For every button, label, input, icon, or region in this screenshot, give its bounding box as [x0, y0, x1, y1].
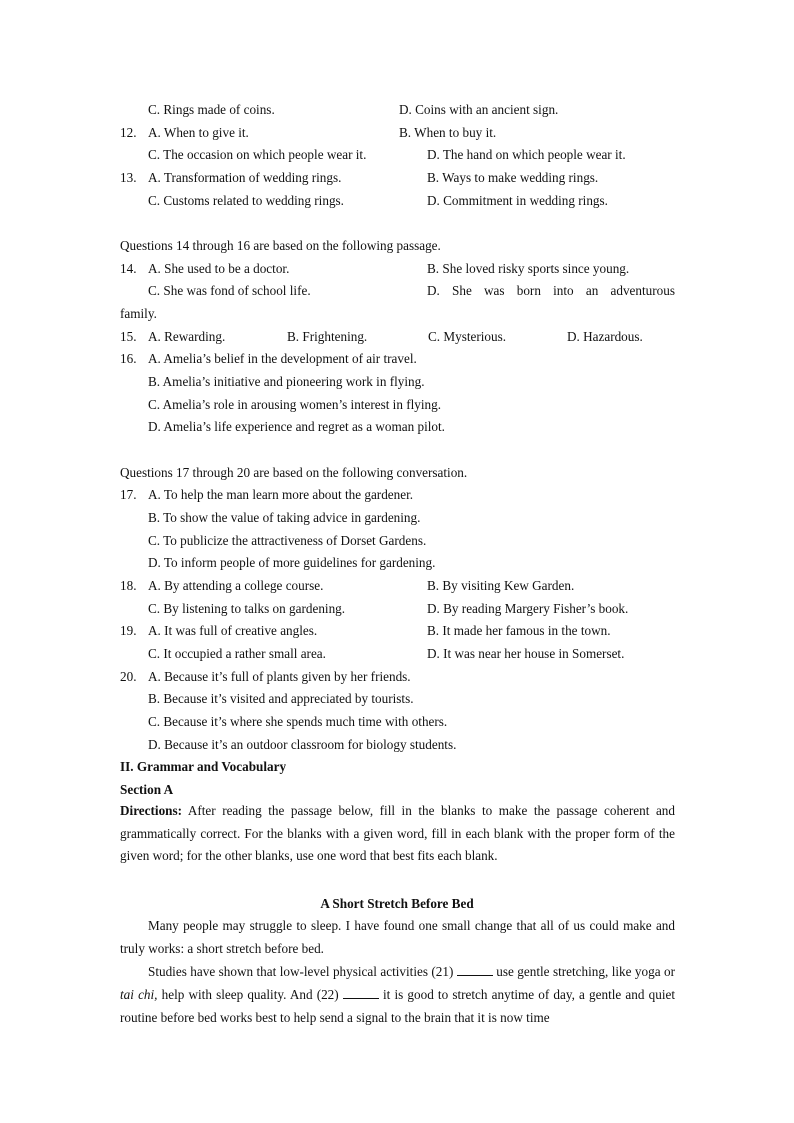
q14-option-d-word: She [452, 283, 472, 298]
passage-paragraph-2 [120, 960, 675, 1029]
q12-option-b: B. When to buy it. [399, 125, 497, 140]
q17-number: 17. [120, 487, 137, 502]
para2-text: Studies have shown that low-level physical activities (21) [148, 964, 457, 979]
q16-option-c: C. Amelia’s role in arousing women’s interest in flying. [148, 397, 442, 412]
para2-text: help with sleep quality. And (22) [157, 987, 343, 1002]
q17-option-d: D. To inform people of more guidelines for gardening. [148, 555, 436, 570]
q13-option-d: D. Commitment in wedding rings. [427, 193, 608, 208]
directions-paragraph [120, 800, 675, 868]
q19-number: 19. [120, 623, 137, 638]
passage-paragraph-1: Many people may struggle to sleep. I have found one small change that all of us could make and truly works: a short stretch before bed. [120, 918, 675, 956]
q14-option-d-word: an [585, 283, 599, 298]
q18-option-c: C. By listening to talks on gardening. [148, 601, 346, 616]
q19-option-a: A. It was full of creative angles. [148, 623, 318, 638]
q12-number: 12. [120, 125, 137, 140]
q19-option-b: B. It made her famous in the town. [427, 623, 611, 638]
q13-option-a: A. Transformation of wedding rings. [148, 170, 342, 185]
q13-option-c: C. Customs related to wedding rings. [148, 193, 344, 208]
q15-number: 15. [120, 329, 137, 344]
q16-option-b: B. Amelia’s initiative and pioneering work in flying. [148, 374, 425, 389]
q16-option-d: D. Amelia’s life experience and regret as a woman pilot. [148, 419, 445, 434]
q11-option-d: D. Coins with an ancient sign. [399, 102, 559, 117]
q14-option-d [427, 284, 675, 297]
section-a-heading: Section A [120, 782, 174, 797]
q14-number: 14. [120, 261, 137, 276]
q15-option-b: B. Frightening. [287, 329, 368, 344]
q18-option-b: B. By visiting Kew Garden. [427, 578, 575, 593]
q19-option-d: D. It was near her house in Somerset. [427, 646, 625, 661]
q14-option-d-word: born [516, 283, 541, 298]
q14-option-d-word: D. [427, 283, 440, 298]
section-heading: II. Grammar and Vocabulary [120, 759, 287, 774]
q17-option-c: C. To publicize the attractiveness of Dorset Gardens. [148, 533, 427, 548]
q14-option-d-word: adventurous [610, 283, 675, 298]
q15-option-c: C. Mysterious. [428, 329, 507, 344]
q14-option-b: B. She loved risky sports since young. [427, 261, 630, 276]
q12-option-c: C. The occasion on which people wear it. [148, 147, 367, 162]
questions-14-16-intro: Questions 14 through 16 are based on the following passage. [120, 238, 441, 253]
directions-label: Directions: [120, 803, 183, 818]
q19-option-c: C. It occupied a rather small area. [148, 646, 326, 661]
q11-option-c: C. Rings made of coins. [148, 102, 275, 117]
q16-option-a: A. Amelia’s belief in the development of air travel. [148, 351, 417, 366]
questions-17-20-intro: Questions 17 through 20 are based on the following conversation. [120, 465, 468, 480]
q20-number: 20. [120, 669, 137, 684]
q14-option-d-continued: family. [120, 306, 157, 321]
q20-option-b: B. Because it’s visited and appreciated by tourists. [148, 691, 414, 706]
q17-option-b: B. To show the value of taking advice in gardening. [148, 510, 421, 525]
q16-number: 16. [120, 351, 137, 366]
para2-text: it is good to stretch anytime of day, a gentle and quiet routine before bed works best to help send a signal to the brain that it is now time [120, 987, 675, 1025]
blank-21[interactable] [457, 965, 493, 976]
q14-option-d-word: into [553, 283, 574, 298]
q20-option-d: D. Because it’s an outdoor classroom for biology students. [148, 737, 457, 752]
q12-option-a: A. When to give it. [148, 125, 249, 140]
q20-option-a: A. Because it’s full of plants given by her friends. [148, 669, 411, 684]
q18-option-d: D. By reading Margery Fisher’s book. [427, 601, 629, 616]
q14-option-a: A. She used to be a doctor. [148, 261, 290, 276]
para2-text: use gentle stretching, like yoga or [492, 964, 675, 979]
q14-option-c: C. She was fond of school life. [148, 283, 311, 298]
passage-title: A Short Stretch Before Bed [320, 896, 474, 911]
q15-option-d: D. Hazardous. [567, 329, 643, 344]
q13-number: 13. [120, 170, 137, 185]
q12-option-d: D. The hand on which people wear it. [427, 147, 626, 162]
para2-italic: tai chi, [120, 987, 158, 1002]
q18-number: 18. [120, 578, 137, 593]
q20-option-c: C. Because it’s where she spends much time with others. [148, 714, 448, 729]
q13-option-b: B. Ways to make wedding rings. [427, 170, 599, 185]
q17-option-a: A. To help the man learn more about the gardener. [148, 487, 414, 502]
q14-option-d-word: was [484, 283, 505, 298]
directions-text: After reading the passage below, fill in the blanks to make the passage coherent and grammatically correct. For the blanks with a given word, fill in each blank with the proper form of the given word; for the other blanks, use one word that best fits each blank. [120, 803, 675, 863]
blank-22[interactable] [343, 988, 379, 999]
q18-option-a: A. By attending a college course. [148, 578, 324, 593]
q15-option-a: A. Rewarding. [148, 329, 226, 344]
